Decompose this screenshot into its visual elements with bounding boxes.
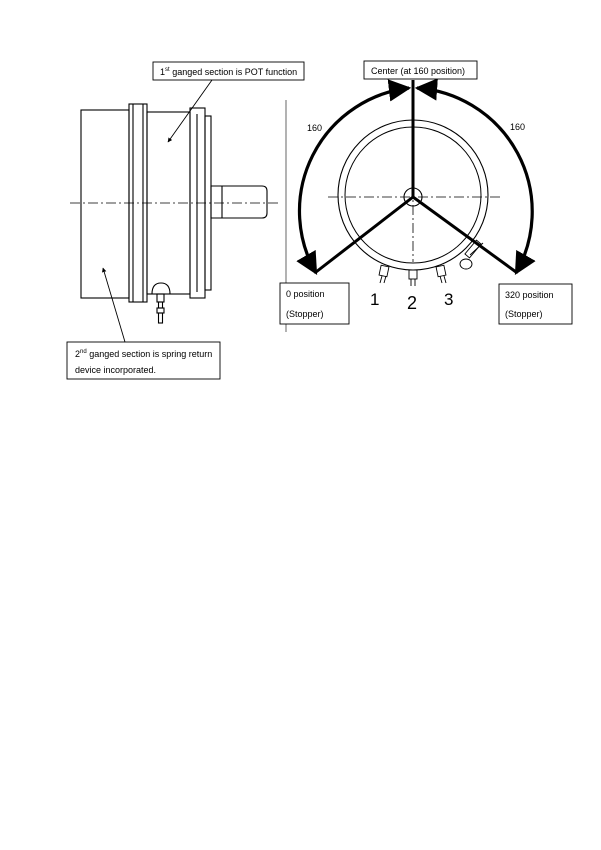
- terminal-number-2: 2: [407, 293, 418, 313]
- callout-end-position: [499, 284, 572, 324]
- svg-text:2nd ganged section is spring r: [75, 349, 212, 359]
- ordinal-1-suffix: st: [165, 67, 170, 73]
- center-position-label: Center (at 160 position): [371, 66, 466, 76]
- svg-text:1st ganged section is POT func: [160, 67, 297, 77]
- ordinal-2-suffix: nd: [80, 349, 87, 355]
- terminal-lug-2: [409, 270, 417, 286]
- pot-function-text: ganged section is POT function: [169, 67, 298, 77]
- angle-label-left: 160: [307, 123, 323, 133]
- front-view: [299, 80, 532, 286]
- callout-zero-position: [280, 283, 349, 324]
- terminal-lug-3: [436, 265, 446, 283]
- terminal-number-1: 1: [370, 290, 380, 309]
- angle-label-right: 160: [510, 122, 526, 132]
- spring-return-leader: [103, 268, 125, 342]
- zero-position-line: [316, 197, 413, 272]
- callout-pot-function: [153, 62, 304, 142]
- terminal-number-3: 3: [444, 290, 454, 309]
- rotation-arc-right: [417, 88, 532, 273]
- spring-return-body: [81, 110, 129, 298]
- shaft: [211, 186, 267, 218]
- ordinal-1: 1: [160, 67, 166, 77]
- spring-return-line1: ganged section is spring return: [86, 349, 213, 359]
- zero-position-line1: 0 position: [286, 289, 325, 299]
- side-terminal: [152, 283, 170, 294]
- side-view: [81, 104, 267, 323]
- end-position-line2: (Stopper): [505, 309, 543, 319]
- end-position-line1: 320 position: [505, 290, 554, 300]
- spring-return-line2: device incorporated.: [75, 365, 157, 375]
- terminal-lug-1: [379, 265, 389, 283]
- ordinal-2: 2: [75, 349, 81, 359]
- rotation-arc-left: [299, 88, 409, 273]
- callout-center: [364, 61, 477, 79]
- zero-position-line2: (Stopper): [286, 309, 324, 319]
